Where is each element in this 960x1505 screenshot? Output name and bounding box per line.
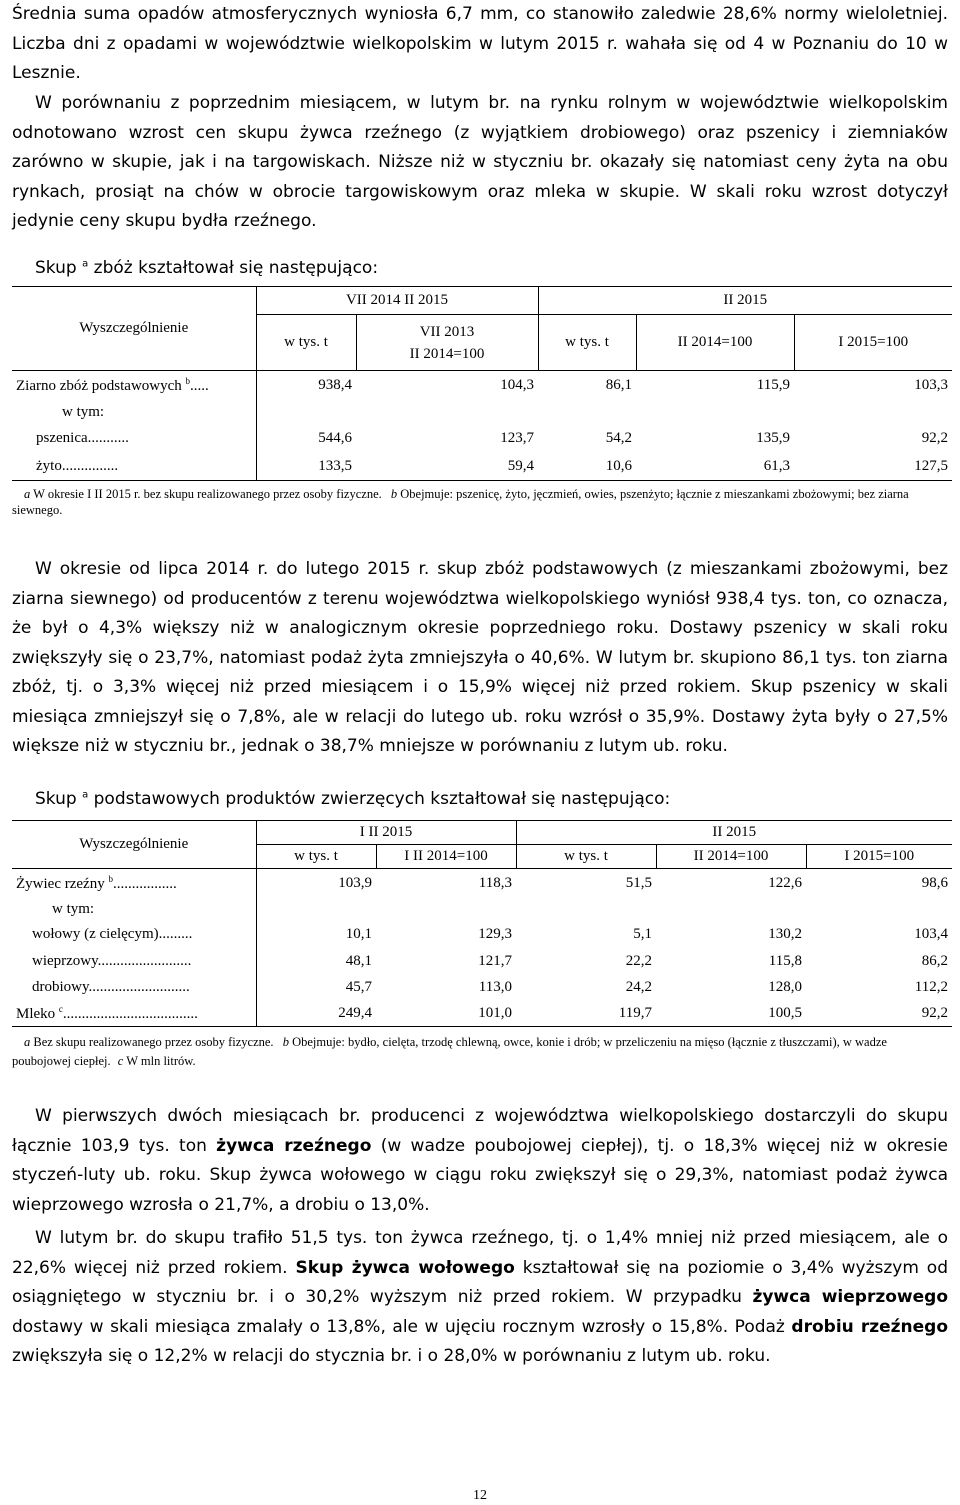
- header-text: VII 2014 II 2015: [345, 292, 449, 308]
- table-cell: 119,7: [516, 1001, 656, 1027]
- paragraph-bold: żywca wieprzowego: [752, 1287, 948, 1307]
- table-row: [12, 1001, 952, 1027]
- row-label-sup: b: [185, 376, 191, 387]
- paragraph-text: dostawy w skali miesiąca zmalały o 13,8%, ale w ujęciu rocznym wzrosły o 15,8%. Podaż: [12, 1316, 792, 1337]
- header-index-3: I 2015=100: [806, 845, 952, 869]
- paragraph-text: Średnia suma opadów atmosferycznych wyniosła 6,7 mm, co stanowiło zaledwie 28,6% normy wieloletniej. Liczba dni z opadami w województwie wielkopolskim w lutym 2015 r. wahała się od 4 w Poznaniu do 10 w Lesznie.: [12, 4, 948, 83]
- table-cell: 103,3: [914, 377, 948, 394]
- table-cell: 98,6: [921, 875, 948, 892]
- row-label: [12, 371, 256, 401]
- table-cell: 101,0: [376, 1001, 516, 1027]
- table-cell: 112,2: [914, 979, 948, 995]
- header-group-2: II 2015: [516, 821, 952, 845]
- table-cell: 100,5: [656, 1001, 806, 1027]
- table-cell: 130,2: [768, 926, 802, 942]
- leader-dots: ...............: [61, 457, 119, 474]
- table-cell: 51,5: [625, 875, 652, 892]
- table-cell: 45,7: [345, 979, 372, 995]
- row-label: [12, 453, 256, 481]
- caption-sup: a: [82, 789, 89, 801]
- row-label-text: pszenica: [36, 430, 88, 446]
- grain-purchase-table: [12, 286, 952, 481]
- footnote-text: W okresie I II 2015 r. bez skupu realizowanego przez osoby fizyczne.: [33, 487, 382, 501]
- row-label: [12, 425, 256, 453]
- header-label: Wyszczególnienie: [12, 287, 256, 371]
- empty-cell: [256, 401, 952, 425]
- table-cell: 133,5: [256, 453, 356, 481]
- table2-footnotes: [12, 1033, 948, 1071]
- table-cell: 86,2: [921, 953, 948, 969]
- livestock-purchase-table: [12, 820, 952, 1027]
- table-cell: 115,8: [768, 953, 802, 969]
- table-cell: 129,3: [478, 926, 512, 942]
- row-label: w tym:: [12, 401, 256, 425]
- header-index-1: [356, 315, 538, 371]
- paragraph-text: zwiększyła się o 12,2% w relacji do stycznia br. i o 28,0% w porównaniu z lutym ub. roku.: [12, 1346, 771, 1366]
- paragraph-livestock-2: [12, 1224, 948, 1372]
- table-cell: 54,2: [605, 430, 632, 446]
- row-label-sup: b: [108, 874, 113, 885]
- footnote-marker: b: [390, 487, 398, 501]
- table-cell: 48,1: [345, 953, 372, 969]
- table-cell: 249,4: [256, 1001, 376, 1027]
- table-cell: 118,3: [478, 875, 512, 892]
- table-row: [12, 371, 952, 401]
- table-cell: 115,9: [756, 377, 790, 394]
- paragraph-text: W pierwszych dwóch miesiącach br. producenci z województwa wielkopolskiego dostarczyli do skupu łącznie 103,9 tys. ton: [12, 1106, 948, 1156]
- header-tys: w tys. t: [256, 315, 356, 371]
- table-cell: 128,0: [768, 979, 802, 995]
- paragraph-text: W okresie od lipca 2014 r. do lutego 2015 r. skup zbóż podstawowych (z mieszankami zbożowymi, bez ziarna siewnego) od producentów z terenu województwa wielkopolskiego wyniósł 938,4 tys. ton, co oznacza, że był o 4,3% większy niż w analogicznym okresie poprzedniego roku. Dostawy pszenicy w skali roku zwiększyły się o 23,7%, natomiast podaż żyta zmniejszyła o 40,6%. W lutym br. skupiono 86,1 tys. ton ziarna zbóż, tj. o 3,3% więcej niż przed miesiącem i o 15,9% więcej niż przed rokiem. Skup pszenicy w skali miesiąca zmniejszył się o 7,8%, ale w relacji do lutego ub. roku wzrósł o 35,9%. Dostawy żyta były o 27,5% większe niż w styczniu br., jednak o 38,7% mniejsze w porównaniu z lutym ub. roku.: [12, 559, 948, 756]
- row-label: [12, 1001, 256, 1027]
- caption-text: zbóż kształtował się następująco:: [93, 258, 379, 278]
- table-row: [12, 453, 952, 481]
- table-row: [12, 401, 952, 425]
- paragraph-livestock-1: [12, 1102, 948, 1220]
- empty-cell: [256, 899, 952, 921]
- paragraph-text: kształtował się na poziomie o 3,4% wyższym od osiągniętego w styczniu br. i o 30,2% wyższym niż przed rokiem. W przypadku: [12, 1257, 948, 1307]
- caption-sup: a: [82, 258, 89, 270]
- table-row: [12, 921, 952, 949]
- table2-caption: [35, 789, 670, 809]
- caption-text: podstawowych produktów zwierzęcych kształtował się następująco:: [93, 789, 671, 809]
- paragraph-bold: drobiu rzeźnego: [791, 1316, 949, 1337]
- leader-dots: ...........................: [88, 979, 190, 995]
- header-index-3: I 2015=100: [794, 315, 952, 371]
- paragraph-market-prices: [12, 89, 948, 237]
- header-text: II 2014=100: [409, 345, 485, 362]
- caption-text: Skup: [35, 789, 77, 809]
- row-label: w tym:: [12, 899, 256, 921]
- table-row: [12, 899, 952, 921]
- row-label: [12, 949, 256, 975]
- row-label-text: Ziarno zbóż podstawowych: [16, 378, 182, 395]
- paragraph-grain: [12, 555, 948, 762]
- table-cell: 10,6: [538, 453, 636, 481]
- leader-dots: ....................................: [62, 1005, 198, 1022]
- table-cell: 121,7: [478, 953, 512, 969]
- table-cell: 5,1: [633, 926, 652, 942]
- table-cell: 10,1: [345, 926, 372, 942]
- row-label-text: Żywiec rzeźny: [16, 876, 105, 893]
- row-label: [12, 921, 256, 949]
- table-cell: 544,6: [318, 430, 352, 446]
- table-cell: 938,4: [318, 377, 352, 394]
- footnote-marker: a: [24, 487, 31, 501]
- row-label-text: wieprzowy: [32, 953, 98, 969]
- row-label-text: drobiowy: [32, 979, 89, 995]
- footnote-marker: a: [24, 1035, 31, 1049]
- header-tys-2: w tys. t: [538, 315, 636, 371]
- table-cell: 122,6: [768, 875, 802, 892]
- paragraph-text: W porównaniu z poprzednim miesiącem, w lutym br. na rynku rolnym w województwie wielkopolskim odnotowano wzrost cen skupu żywca rzeźnego (z wyjątkiem drobiowego) oraz pszenicy i ziemniaków zarówno w skupie, jak i na targowiskach. Niższe niż w styczniu br. okazały się natomiast ceny żyta na obu rynkach, prosiąt na chów w obrocie targowiskowym oraz mleka w skupie. W skali roku wzrost dotyczył jedynie ceny skupu bydła rzeźnego.: [12, 93, 948, 231]
- leader-dots: .................: [112, 876, 177, 893]
- header-tys-2: w tys. t: [516, 845, 656, 869]
- table1-caption: [35, 258, 378, 278]
- row-label: [12, 869, 256, 899]
- footnote-marker: b: [282, 1035, 289, 1049]
- paragraph-text: W lutym br. do skupu trafiło 51,5 tys. ton żywca rzeźnego, tj. o 1,4% mniej niż przed miesiącem, ale o 22,6% więcej niż przed rokiem.: [12, 1228, 948, 1278]
- table-cell: 92,2: [806, 1001, 952, 1027]
- table-cell: 103,9: [338, 875, 372, 892]
- paragraph-text: (w wadze poubojowej ciepłej), tj. o 18,3% więcej niż w okresie styczeń-luty ub. roku. Skup żywca wołowego w ciągu roku zwiększył się o 29,3%, natomiast podaż żywca wieprzowego wzrosła o 21,7%, a drobiu o 13,0%.: [12, 1135, 948, 1215]
- header-index-2: II 2014=100: [636, 315, 794, 371]
- table-cell: 127,5: [794, 453, 952, 481]
- leader-dots: .........................: [97, 953, 192, 969]
- leader-dots: ...........: [87, 430, 129, 446]
- table1-footnotes: [12, 486, 948, 518]
- header-group-1: [256, 287, 538, 315]
- table-row: [12, 869, 952, 899]
- header-label: Wyszczególnienie: [12, 821, 256, 869]
- table-cell: 92,2: [921, 430, 948, 446]
- table-cell: 103,4: [914, 926, 948, 942]
- paragraph-bold: Skup żywca wołowego: [295, 1257, 515, 1278]
- row-label-text: wołowy (z cielęcym): [32, 926, 159, 942]
- table-row: [12, 425, 952, 453]
- table-row: [12, 949, 952, 975]
- table-cell: 22,2: [625, 953, 652, 969]
- table-cell: 113,0: [478, 979, 512, 995]
- table-cell: 24,2: [625, 979, 652, 995]
- table-cell: 59,4: [356, 453, 538, 481]
- caption-text: Skup: [35, 258, 77, 278]
- header-tys: w tys. t: [256, 845, 376, 869]
- row-label-sup: c: [58, 1003, 63, 1014]
- leader-dots: .....: [190, 378, 209, 395]
- header-index-2: II 2014=100: [656, 845, 806, 869]
- footnote-text: Obejmuje: bydło, cielęta, trzodę chlewną, owce, konie i drób; w przeliczeniu na mięso (łącznie z tłuszczami), w wadze poubojowej ciepłej.: [12, 1035, 887, 1068]
- header-group-2: II 2015: [538, 287, 952, 315]
- table-cell: 86,1: [605, 377, 632, 394]
- page-number: 12: [473, 1488, 487, 1503]
- footnote-text: Bez skupu realizowanego przez osoby fizyczne.: [33, 1035, 274, 1049]
- footnote-marker: c: [117, 1054, 124, 1068]
- header-text: VII 2013: [419, 323, 475, 340]
- row-label-text: Mleko: [16, 1005, 56, 1022]
- footnote-text: W mln litrów.: [126, 1054, 196, 1068]
- table-cell: 104,3: [500, 377, 534, 394]
- table-cell: 123,7: [500, 430, 534, 446]
- paragraph-precipitation: [12, 0, 948, 89]
- header-index-1: I II 2014=100: [376, 845, 516, 869]
- table-cell: 61,3: [636, 453, 794, 481]
- leader-dots: .........: [158, 926, 193, 942]
- row-label: [12, 975, 256, 1001]
- row-label-text: żyto: [36, 457, 62, 474]
- table-row: [12, 975, 952, 1001]
- footnote-text: Obejmuje: pszenicę, żyto, jęczmień, owies, pszenżyto; łącznie z mieszankami zbożowymi; bez ziarna siewnego.: [12, 487, 909, 517]
- table-cell: 135,9: [756, 430, 790, 446]
- paragraph-bold: żywca rzeźnego: [216, 1135, 372, 1156]
- header-group-1: I II 2015: [256, 821, 516, 845]
